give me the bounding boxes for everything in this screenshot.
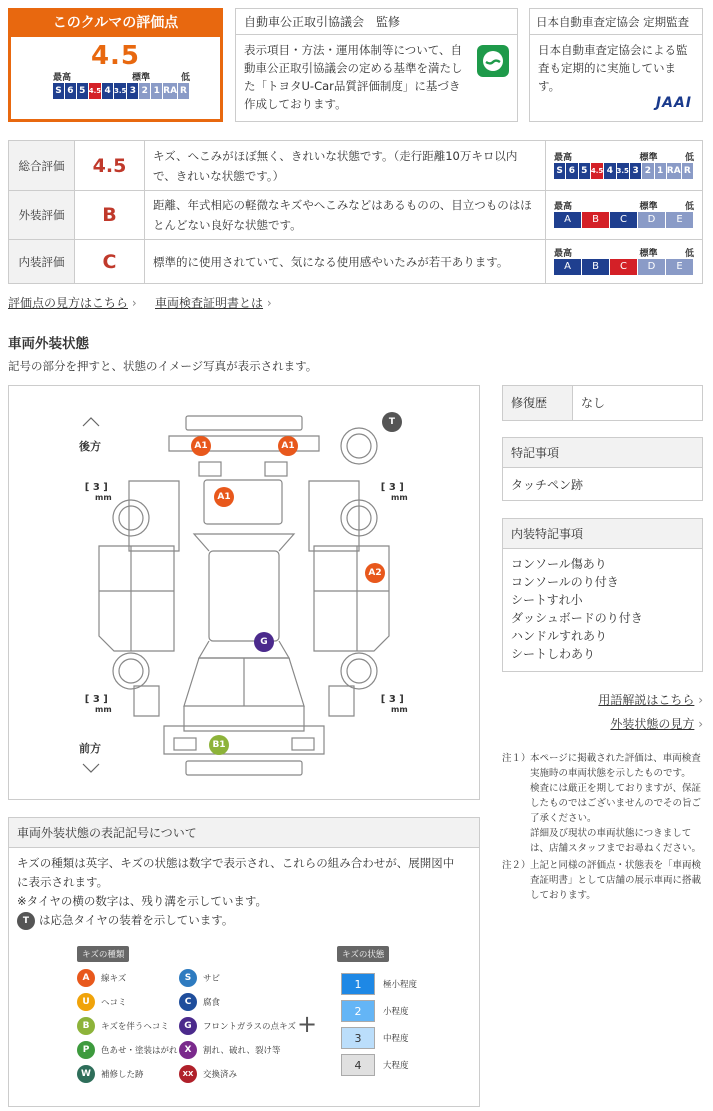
kind-label: 割れ、破れ、裂け等	[203, 1046, 281, 1056]
scale-cell: 2	[642, 163, 654, 179]
damage-mark-a2-side[interactable]: A2	[365, 563, 385, 583]
chevron-right-icon: ›	[694, 693, 703, 707]
footnote-2-text	[530, 858, 701, 903]
rear-label: 後方	[79, 440, 101, 453]
damage-mark-g-windshield[interactable]: G	[254, 632, 274, 652]
interior-notes-list	[503, 549, 702, 669]
kind-row	[179, 1062, 296, 1086]
kind-label: ヘコミ	[101, 998, 127, 1008]
fair-trade-text: 表示項目・方法・運用体制等について、自動車公正取引協議会の定める基準を満たした「トヨタU-Car品質評価制度」に基づき作成しております。	[244, 43, 463, 111]
scale-std-label: 標準	[639, 202, 658, 212]
abc-cell: A	[554, 212, 582, 228]
scale-cell: 6	[65, 83, 77, 99]
scale-cell: 5	[77, 83, 89, 99]
eval-scale	[546, 191, 703, 240]
eval-desc: キズ、へこみがほぼ無く、きれいな状態です。（走行距離10万キロ以内で、きれいな状態です。）	[145, 141, 546, 191]
exterior-title: 車両外装状態	[8, 336, 89, 352]
kind-badge-icon: W	[77, 1065, 95, 1083]
overall-score: 4.5	[90, 41, 141, 71]
exterior-desc: 記号の部分を押すと、状態のイメージ写真が表示されます。	[8, 359, 318, 373]
score-scale	[554, 163, 694, 179]
eval-grade: 4.5	[75, 141, 145, 191]
eval-desc: 距離、年式相応の軽微なキズやへこみなどはあるものの、目立つものはほとんどない良好な状態です。	[145, 191, 546, 240]
footnote-1-label: 注１）	[502, 753, 531, 764]
kind-label: 腐食	[203, 998, 221, 1008]
state-row	[341, 997, 417, 1024]
kind-label: フロントガラスの点キズ	[203, 1022, 296, 1032]
scale-cell: 3	[127, 83, 139, 99]
special-notes-text: タッチペン跡	[511, 478, 584, 492]
abc-cell: A	[554, 259, 582, 275]
scale-cell: 4.5	[591, 163, 604, 179]
scale-high-label: 最高	[554, 202, 573, 212]
car-diagram	[8, 385, 480, 800]
cert-link-wrap[interactable]	[155, 294, 272, 311]
kind-label: 色あせ・塗装はがれ	[101, 1046, 178, 1056]
scale-cell: 4.5	[89, 83, 102, 99]
evaluation-table	[8, 140, 703, 284]
scale-low-label: 低	[684, 152, 694, 163]
interior-note-item: シートしわあり	[511, 647, 596, 661]
scale-cell: 3	[630, 163, 642, 179]
exterior-guide-link[interactable]: 外装状態の見方	[610, 717, 695, 731]
footnote-line: は、店舗スタッフまでお尋ねください。	[530, 843, 702, 854]
scale-cell: R	[682, 163, 694, 179]
fair-trade-box	[235, 8, 518, 122]
eval-desc: 標準的に使用されていて、気になる使用感やいたみが若干あります。	[145, 240, 546, 284]
jaai-text: 日本自動車査定協会による監査も定期的に実施しています。	[538, 43, 688, 93]
chevron-down-icon	[83, 764, 99, 772]
abc-cell: B	[582, 259, 610, 275]
eval-grade: B	[75, 191, 145, 240]
state-label: 大程度	[383, 1060, 409, 1071]
footnote-line: 上記と同様の評価点・状態表を「車両検	[530, 860, 702, 871]
legend-line1: キズの種類は英字、キズの状態は数字で表示され、これらの組み合わせが、展開図中	[17, 856, 455, 870]
damage-mark-a1-rear-right[interactable]: A1	[278, 436, 298, 456]
kind-badge-icon: G	[179, 1017, 197, 1035]
legend-box	[8, 817, 480, 1107]
state-row	[341, 970, 417, 997]
repair-history-box	[502, 385, 703, 421]
abc-cell: B	[582, 212, 610, 228]
kind-badge-icon: P	[77, 1041, 95, 1059]
special-notes-title: 特記事項	[503, 438, 702, 468]
scale-cell: 4	[102, 83, 114, 99]
scale-cell: 5	[579, 163, 591, 179]
state-row	[341, 1051, 417, 1078]
kind-badge-icon: S	[179, 969, 197, 987]
tire-tread-rl: [ 3 ] mm	[84, 482, 112, 502]
state-title: キズの状態	[337, 946, 389, 962]
abc-cell: C	[610, 212, 638, 228]
damage-mark-b1-front[interactable]: B1	[209, 735, 229, 755]
repair-history-value: なし	[581, 396, 606, 410]
tire-tread-fl: [ 3 ] mm	[84, 694, 112, 714]
kinds-right-list	[179, 966, 296, 1086]
state-badge: 3	[341, 1027, 375, 1049]
damage-mark-a1-rear-left[interactable]: A1	[191, 436, 211, 456]
abc-scale	[554, 212, 694, 228]
score-box	[8, 8, 223, 122]
kind-badge-icon: U	[77, 993, 95, 1011]
kind-label: 線キズ	[101, 974, 127, 984]
terms-link-wrap[interactable]	[598, 691, 703, 708]
state-badge: 1	[341, 973, 375, 995]
state-label: 小程度	[383, 1006, 409, 1017]
jaai-box	[529, 8, 703, 122]
front-label: 前方	[79, 742, 101, 755]
interior-note-item: ダッシュボードのり付き	[511, 611, 643, 625]
scale-high-label: 最高	[53, 73, 72, 83]
abc-cell: D	[638, 212, 666, 228]
kind-label: 交換済み	[203, 1070, 238, 1080]
score-box-title: このクルマの評価点	[11, 11, 220, 37]
cert-link[interactable]: 車両検査証明書とは	[155, 296, 264, 310]
kind-row	[179, 966, 296, 990]
exterior-guide-link-wrap[interactable]	[610, 715, 703, 732]
kind-label: サビ	[203, 974, 221, 984]
scale-cell: 2	[139, 83, 151, 99]
scale-cell: 3.5	[114, 83, 127, 99]
state-badge: 4	[341, 1054, 375, 1076]
abc-cell: D	[638, 259, 666, 275]
scale-cell: 1	[655, 163, 667, 179]
howto-link[interactable]: 評価点の見方はこちら	[8, 296, 129, 310]
interior-notes-title: 内装特記事項	[503, 519, 702, 549]
scale-high-label: 最高	[554, 152, 573, 163]
scale-std-label: 標準	[131, 73, 150, 83]
scale-cell: 1	[151, 83, 163, 99]
scale-cell: 4	[604, 163, 616, 179]
footnote-line: 了承ください。	[530, 813, 597, 824]
scale-cell: RA	[667, 163, 682, 179]
state-row	[341, 1024, 417, 1051]
howto-link-wrap[interactable]	[8, 294, 137, 311]
tire-tread-rr: [ 3 ] mm	[380, 482, 408, 502]
special-notes-box	[502, 437, 703, 501]
terms-link[interactable]: 用語解説はこちら	[598, 693, 695, 707]
abc-scale	[554, 259, 694, 275]
kind-row	[77, 1062, 178, 1086]
spare-tire-icon: T	[17, 912, 35, 930]
kind-row	[179, 990, 296, 1014]
spare-tire-mark[interactable]: T	[382, 412, 402, 432]
kind-badge-icon: B	[77, 1017, 95, 1035]
scale-cell: R	[178, 83, 190, 99]
scale-std-label: 標準	[639, 248, 658, 259]
eval-label: 外装評価	[9, 191, 75, 240]
chevron-up-icon	[83, 418, 99, 426]
kind-label: キズを伴うヘコミ	[101, 1022, 169, 1032]
fair-trade-logo-icon	[477, 45, 509, 77]
fair-trade-title: 自動車公正取引協議会 監修	[236, 9, 517, 35]
eval-scale	[546, 240, 703, 284]
scale-high-label: 最高	[554, 248, 573, 259]
interior-note-item: コンソール傷あり	[511, 557, 607, 571]
interior-notes-box	[502, 518, 703, 672]
kind-badge-icon: C	[179, 993, 197, 1011]
state-badge: 2	[341, 1000, 375, 1022]
eval-label: 総合評価	[9, 141, 75, 191]
kind-row	[77, 966, 178, 990]
kind-row	[77, 990, 178, 1014]
damage-mark-a1-trunk[interactable]: A1	[214, 487, 234, 507]
kinds-left-list	[77, 966, 178, 1086]
chevron-right-icon: ›	[263, 296, 272, 310]
footnote-line: 詳細及び現状の車両状態につきまして	[530, 828, 692, 839]
legend-line2: に表示されます。	[17, 875, 109, 889]
kind-badge-icon: A	[77, 969, 95, 987]
chevron-right-icon: ›	[128, 296, 137, 310]
jaai-title: 日本自動車査定協会 定期監査	[530, 9, 702, 35]
interior-note-item: コンソールのり付き	[511, 575, 619, 589]
footnote-line: 検査には厳正を期しておりますが、保証	[530, 783, 702, 794]
kind-row	[179, 1014, 296, 1038]
scale-cell: 6	[566, 163, 578, 179]
state-label: 極小程度	[383, 979, 418, 990]
scale-std-label: 標準	[639, 152, 658, 163]
kind-row	[179, 1038, 296, 1062]
footnote-line: しております。	[530, 890, 596, 901]
kind-row	[77, 1014, 178, 1038]
kind-title: キズの種類	[77, 946, 129, 962]
eval-scale	[546, 141, 703, 191]
scale-low-label: 低	[684, 248, 694, 259]
jaai-logo: JAAI	[655, 95, 692, 111]
footnote-line: 本ページに掲載された評価は、車両検査	[530, 753, 701, 764]
legend-title: 車両外装状態の表記記号について	[9, 818, 479, 848]
state-list	[341, 970, 417, 1078]
kind-label: 補修した跡	[101, 1070, 144, 1080]
scale-low-label: 低	[684, 202, 694, 212]
footnote-1-text	[530, 751, 701, 856]
footnote-line: 実施時の車両状態を示したものです。	[530, 768, 691, 779]
interior-note-item: シートすれ小	[511, 593, 583, 607]
kind-row	[77, 1038, 178, 1062]
scale-low-label: 低	[180, 73, 190, 83]
footnote-line: したものではございませんのでその旨ご	[530, 798, 702, 809]
scale-cell: S	[554, 163, 566, 179]
scale-cell: S	[53, 83, 65, 99]
eval-grade: C	[75, 240, 145, 284]
legend-line3: ※タイヤの横の数字は、残り溝を示しています。	[17, 894, 267, 908]
score-scale	[53, 83, 190, 99]
footnotes	[502, 751, 707, 903]
eval-label: 内装評価	[9, 240, 75, 284]
chevron-right-icon: ›	[694, 717, 703, 731]
abc-cell: E	[666, 212, 694, 228]
abc-cell: E	[666, 259, 694, 275]
footnote-2-label: 注２）	[502, 860, 531, 871]
scale-cell: 3.5	[617, 163, 630, 179]
abc-cell: C	[610, 259, 638, 275]
state-label: 中程度	[383, 1033, 409, 1044]
footnote-line: 査証明書」として店舗の展示車両に搭載	[530, 875, 702, 886]
interior-note-item: ハンドルすれあり	[511, 629, 608, 643]
scale-cell: RA	[163, 83, 178, 99]
tire-tread-fr: [ 3 ] mm	[380, 694, 408, 714]
kind-badge-icon: XX	[179, 1065, 197, 1083]
repair-history-label: 修復歴	[503, 386, 573, 420]
kind-badge-icon: X	[179, 1041, 197, 1059]
legend-line4: は応急タイヤの装着を示しています。	[39, 913, 234, 927]
plus-sign: +	[297, 1010, 318, 1038]
